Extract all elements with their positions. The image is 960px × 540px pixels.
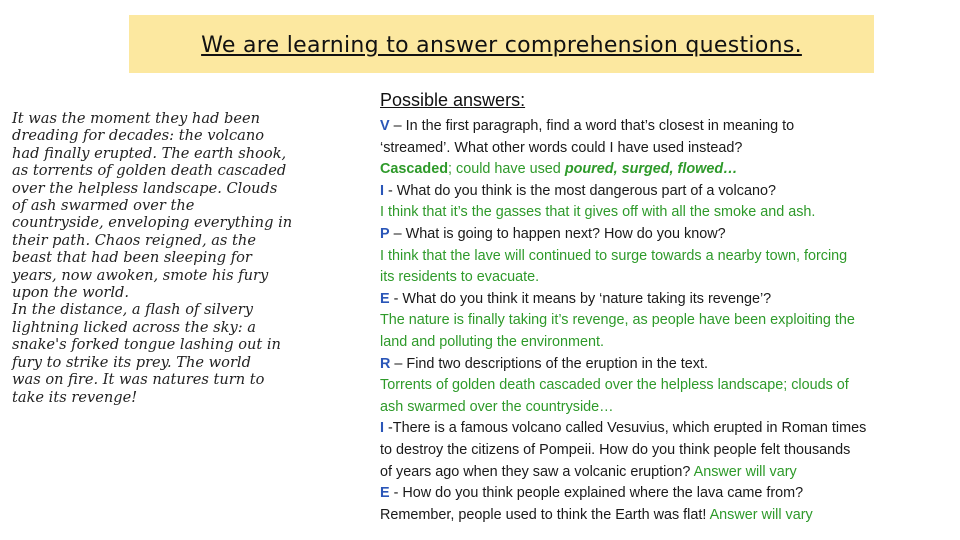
vipers-letter: V (380, 118, 390, 134)
question-text: -There is a famous volcano called Vesuvius, which erupted in Roman times (384, 420, 867, 437)
question-row (380, 505, 940, 527)
passage-line: was on fire. It was natures turn to (12, 371, 265, 389)
answer-row (380, 332, 940, 354)
answers-list (380, 116, 940, 526)
vipers-letter: I (380, 182, 384, 199)
answer-text: Torrents of golden death cascaded over the helpless landscape; clouds of (380, 377, 849, 394)
passage-line: It was the moment they had been (12, 110, 261, 127)
answer-text: I think that the lave will continued to surge towards a nearby town, forcing (380, 247, 848, 264)
question-row (380, 224, 940, 246)
vipers-letter: I (380, 420, 384, 437)
vipers-letter: E (380, 485, 390, 502)
passage-line: lightning licked across the sky: a (12, 318, 256, 336)
question-row (380, 418, 940, 440)
vipers-letter: P (380, 225, 390, 242)
answer-text: Answer will vary (709, 506, 813, 523)
question-text: – Find two descriptions of the eruption in the text. (390, 355, 708, 372)
vipers-letter: E (380, 290, 390, 307)
question-text: to destroy the citizens of Pompeii. How do you think people felt thousands (380, 441, 851, 458)
passage-line: dreading for decades: the volcano (12, 127, 265, 145)
question-text: Remember, people used to think the Earth was flat! (380, 506, 710, 523)
passage-line: fury to strike its prey. The world (12, 353, 251, 371)
passage-line: over the helpless landscape. Clouds (12, 179, 278, 197)
question-row (380, 138, 940, 160)
passage-line: upon the world. (12, 284, 130, 302)
answer-row (380, 375, 940, 397)
passage-text (12, 110, 362, 406)
passage-line: In the distance, a flash of silvery (12, 301, 253, 319)
answer-row (380, 159, 940, 181)
question-text: ‘streamed’. What other words could I have used instead? (380, 139, 743, 156)
answer-row (380, 267, 940, 289)
question-text: - What do you think it means by ‘nature taking its revenge’? (389, 290, 772, 307)
answer-text: ash swarmed over the countryside… (380, 398, 614, 415)
answer-alternatives: poured, surged, flowed… (564, 161, 738, 178)
passage-line: as torrents of golden death cascaded (12, 162, 287, 180)
answer-row (380, 246, 940, 268)
vipers-letter: R (380, 355, 391, 372)
passage-line: beast that had been sleeping for (12, 249, 252, 267)
page-title: We are learning to answer comprehension questions. (201, 33, 802, 58)
question-text: – What is going to happen next? How do you know? (389, 225, 726, 242)
answer-text: I think that it’s the gasses that it gives off with all the smoke and ash. (380, 204, 816, 221)
question-text: of years ago when they saw a volcanic eruption? (380, 463, 694, 480)
passage-line: years, now awoken, smote his fury (12, 266, 269, 284)
title-banner (129, 15, 874, 73)
passage-line: take its revenge! (12, 388, 138, 406)
question-row (380, 462, 940, 484)
answer-row (380, 397, 940, 419)
question-row (380, 116, 940, 138)
answers-heading: Possible answers: (380, 90, 526, 110)
question-text: - How do you think people explained where the lava came from? (389, 485, 804, 502)
question-row (380, 289, 940, 311)
answer-text: The nature is finally taking it’s revenge, as people have been exploiting the (380, 312, 855, 329)
passage-line: countryside, enveloping everything in (12, 214, 293, 232)
passage-line: snake's forked tongue lashing out in (12, 336, 281, 354)
answer-row (380, 202, 940, 224)
question-text: – In the first paragraph, find a word that’s closest in meaning to (389, 118, 795, 134)
question-row (380, 483, 940, 505)
passage-line: had finally erupted. The earth shook, (12, 144, 287, 162)
question-row (380, 440, 940, 462)
answer-text: ; could have used (448, 161, 565, 178)
passage-line: of ash swarmed over the (12, 197, 195, 215)
answer-text: land and polluting the environment. (380, 333, 605, 350)
question-row (380, 354, 940, 376)
answer-text: Answer will vary (693, 463, 797, 480)
answer-row (380, 310, 940, 332)
answer-word: Cascaded (380, 161, 448, 178)
answer-text: its residents to evacuate. (380, 269, 540, 286)
question-text: - What do you think is the most dangerous part of a volcano? (384, 182, 776, 199)
passage-line: their path. Chaos reigned, as the (12, 231, 256, 249)
question-row (380, 181, 940, 203)
